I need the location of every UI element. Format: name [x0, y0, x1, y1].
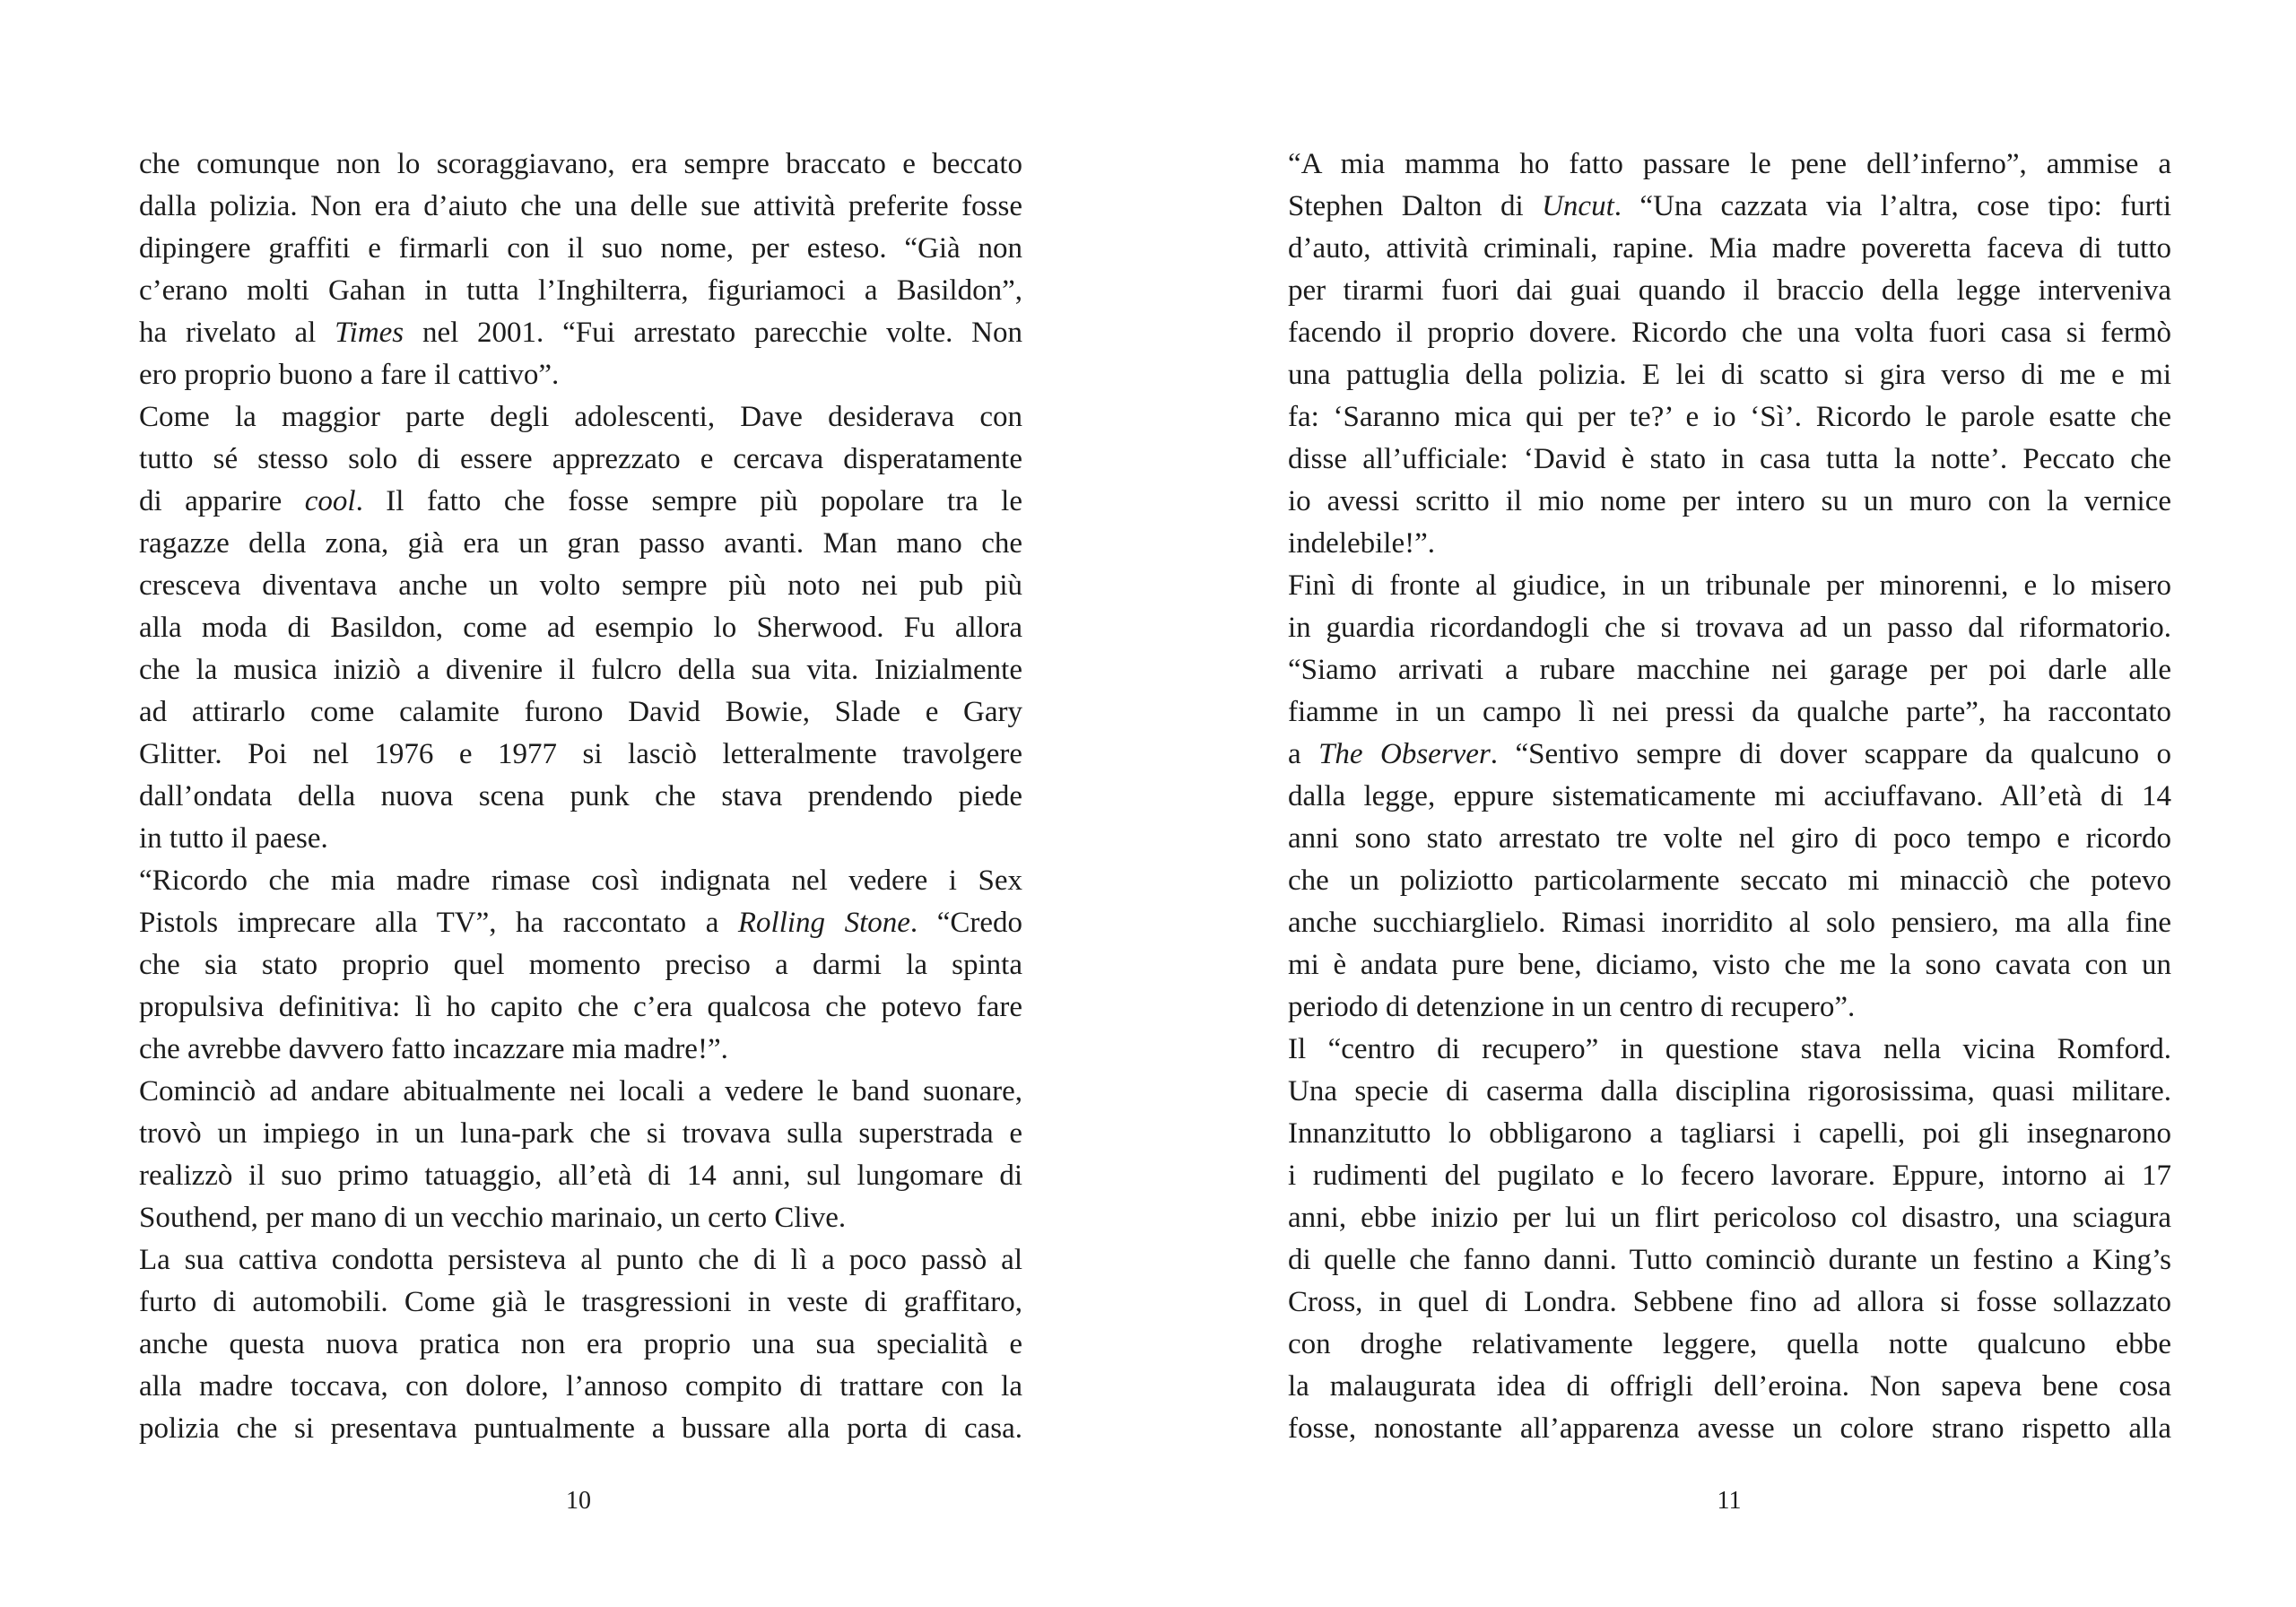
- text-line: anni sono stato arrestato tre volte nel giro di poco tempo e ricordo: [1288, 822, 2171, 855]
- text-line: Il “centro di recupero” in questione stava nella vicina Romford.: [1288, 1033, 2171, 1065]
- text-line: ragazze della zona, già era un gran passo avanti. Man mano che: [139, 527, 1022, 560]
- text-line: periodo di detenzione in un centro di recupero”.: [1288, 991, 1856, 1023]
- text-line: io avessi scritto il mio nome per intero su un muro con la vernice: [1288, 485, 2171, 517]
- text-line: trovò un impiego in un luna-park che si trovava sulla superstrada e: [139, 1117, 1022, 1150]
- text-line: in guardia ricordandogli che si trovava ad un passo dal riformatorio.: [1288, 612, 2171, 644]
- text-line: disse all’ufficiale: ‘David è stato in casa tutta la notte’. Peccato che: [1288, 443, 2171, 475]
- text-line: che avrebbe davvero fatto incazzare mia madre!”.: [139, 1033, 728, 1065]
- text-line: Southend, per mano di un vecchio marinaio, un certo Clive.: [139, 1202, 847, 1234]
- text-line: fosse, nonostante all’apparenza avesse un colore strano rispetto alla: [1288, 1412, 2171, 1445]
- text-line: mi è andata pure bene, diciamo, visto che me la sono cavata con un: [1288, 949, 2171, 981]
- text-line: c’erano molti Gahan in tutta l’Inghilterra, figuriamoci a Basildon”,: [139, 274, 1022, 307]
- text-segment: nel 2001. “Fui arrestato parecchie volte. Non: [404, 317, 1022, 349]
- text-line: facendo il proprio dovere. Ricordo che una volta fuori casa si fermò: [1288, 317, 2171, 349]
- right-page-number: 11: [1717, 1487, 1742, 1515]
- text-line: Come la maggior parte degli adolescenti, Dave desiderava con: [139, 401, 1022, 433]
- text-line: Innanzitutto lo obbligarono a tagliarsi i capelli, poi gli insegnarono: [1288, 1117, 2171, 1150]
- text-line: che un poliziotto particolarmente seccato mi minacciò che potevo: [1288, 864, 2171, 897]
- text-line: una pattuglia della polizia. E lei di scatto si gira verso di me e mi: [1288, 359, 2171, 391]
- text-line: ero proprio buono a fare il cattivo”.: [139, 359, 560, 391]
- text-line: indelebile!”.: [1288, 527, 1436, 560]
- text-line: La sua cattiva condotta persisteva al punto che di lì a poco passò al: [139, 1244, 1022, 1276]
- text-line: che la musica iniziò a divenire il fulcro della sua vita. Inizialmente: [139, 654, 1022, 686]
- text-line: che sia stato proprio quel momento preciso a darmi la spinta: [139, 949, 1022, 981]
- text-segment: a: [1288, 738, 1319, 770]
- text-line: realizzò il suo primo tatuaggio, all’età di 14 anni, sul lungomare di: [139, 1160, 1022, 1192]
- text-line: Una specie di caserma dalla disciplina rigorosissima, quasi militare.: [1288, 1075, 2171, 1108]
- text-line: dalla legge, eppure sistematicamente mi acciuffavano. All’età di 14: [1288, 780, 2171, 812]
- text-line: fa: ‘Saranno mica qui per te?’ e io ‘Sì’. Ricordo le parole esatte che: [1288, 401, 2171, 433]
- text-line: anche questa nuova pratica non era proprio una sua specialità e: [139, 1328, 1022, 1360]
- text-line: [139, 312, 1022, 354]
- text-segment: Stephen Dalton di: [1288, 190, 1543, 222]
- right-page: [1148, 0, 2296, 1607]
- text-line: “Siamo arrivati a rubare macchine nei garage per poi darle alle: [1288, 654, 2171, 686]
- text-line: che comunque non lo scoraggiavano, era sempre braccato e beccato: [139, 148, 1022, 180]
- text-segment: . “Una cazzata via l’altra, cose tipo: furti: [1613, 190, 2171, 222]
- text-segment: . “Credo: [909, 907, 1023, 939]
- text-segment: Pistols imprecare alla TV”, ha raccontato a: [139, 907, 738, 939]
- italic-title: Uncut: [1542, 190, 1614, 222]
- text-line: i rudimenti del pugilato e lo fecero lavorare. Eppure, intorno ai 17: [1288, 1160, 2171, 1192]
- left-page-text: [139, 143, 1022, 1450]
- text-line: “A mia mamma ho fatto passare le pene dell’inferno”, ammise a: [1288, 148, 2171, 180]
- left-page-number: 10: [566, 1487, 591, 1515]
- text-line: polizia che si presentava puntualmente a bussare alla porta di casa.: [139, 1412, 1022, 1445]
- text-line: “Ricordo che mia madre rimase così indignata nel vedere i Sex: [139, 864, 1022, 897]
- text-line: per tirarmi fuori dai guai quando il braccio della legge interveniva: [1288, 274, 2171, 307]
- text-line: [1288, 734, 2171, 776]
- text-line: alla madre toccava, con dolore, l’annoso compito di trattare con la: [139, 1370, 1022, 1403]
- text-line: anni, ebbe inizio per lui un flirt pericoloso col disastro, una sciagura: [1288, 1202, 2171, 1234]
- text-line: Glitter. Poi nel 1976 e 1977 si lasciò letteralmente travolgere: [139, 738, 1022, 770]
- text-line: propulsiva definitiva: lì ho capito che c’era qualcosa che potevo fare: [139, 991, 1022, 1023]
- text-segment: . Il fatto che fosse sempre più popolare tra le: [355, 485, 1022, 517]
- text-segment: . “Sentivo sempre di dover scappare da qualcuno o: [1490, 738, 2171, 770]
- text-line: anche succhiarglielo. Rimasi inorridito al solo pensiero, ma alla fine: [1288, 907, 2171, 939]
- text-line: Cross, in quel di Londra. Sebbene fino ad allora si fosse sollazzato: [1288, 1286, 2171, 1318]
- text-line: con droghe relativamente leggere, quella notte qualcuno ebbe: [1288, 1328, 2171, 1360]
- text-line: cresceva diventava anche un volto sempre più noto nei pub più: [139, 569, 1022, 602]
- text-line: Finì di fronte al giudice, in un tribunale per minorenni, e lo misero: [1288, 569, 2171, 602]
- right-page-text: [1288, 143, 2171, 1450]
- italic-title: Rolling Stone: [737, 907, 910, 939]
- italic-title: Times: [335, 317, 404, 349]
- italic-title: cool: [304, 485, 356, 517]
- text-line: ad attirarlo come calamite furono David Bowie, Slade e Gary: [139, 696, 1022, 728]
- text-line: d’auto, attività criminali, rapine. Mia madre poveretta faceva di tutto: [1288, 232, 2171, 265]
- text-line: alla moda di Basildon, come ad esempio lo Sherwood. Fu allora: [139, 612, 1022, 644]
- text-line: [1288, 186, 2171, 228]
- text-line: furto di automobili. Come già le trasgressioni in veste di graffitaro,: [139, 1286, 1022, 1318]
- text-line: la malaugurata idea di offrigli dell’eroina. Non sapeva bene cosa: [1288, 1370, 2171, 1403]
- text-line: [139, 902, 1022, 944]
- text-line: dalla polizia. Non era d’aiuto che una delle sue attività preferite fosse: [139, 190, 1022, 222]
- text-line: dall’ondata della nuova scena punk che stava prendendo piede: [139, 780, 1022, 812]
- text-line: dipingere graffiti e firmarli con il suo nome, per esteso. “Già non: [139, 232, 1022, 265]
- text-line: fiamme in un campo lì nei pressi da qualche parte”, ha raccontato: [1288, 696, 2171, 728]
- text-line: [139, 481, 1022, 523]
- text-line: in tutto il paese.: [139, 822, 328, 855]
- text-line: di quelle che fanno danni. Tutto cominciò durante un festino a King’s: [1288, 1244, 2171, 1276]
- text-segment: di apparire: [139, 485, 305, 517]
- text-line: tutto sé stesso solo di essere apprezzato e cercava disperatamente: [139, 443, 1022, 475]
- italic-title: The Observer: [1318, 738, 1491, 770]
- text-line: Cominciò ad andare abitualmente nei locali a vedere le band suonare,: [139, 1075, 1022, 1108]
- text-segment: ha rivelato al: [139, 317, 335, 349]
